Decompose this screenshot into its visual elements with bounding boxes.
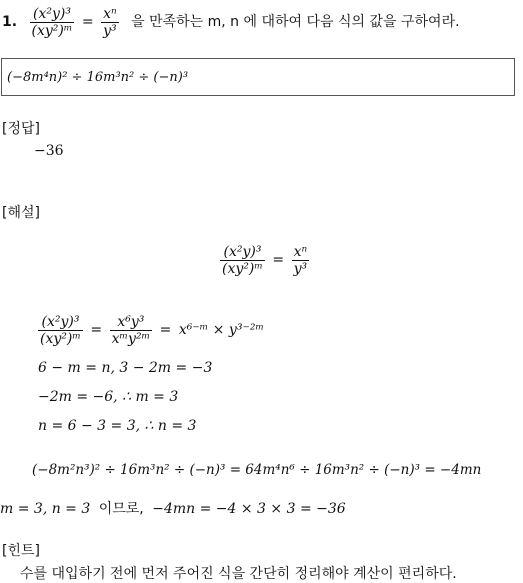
condition-rhs-fraction xyxy=(101,6,119,39)
step6-result: −4mn = −4 × 3 × 3 = −36 xyxy=(152,501,346,517)
step1-lhs-numerator: (x²y)³ xyxy=(38,314,83,331)
step6-connector: 이므로, xyxy=(98,501,144,517)
step1-mid-denominator: xᵐy²ᵐ xyxy=(111,330,151,347)
center-rhs-numerator: xⁿ xyxy=(293,243,308,260)
solution-centered-equation xyxy=(220,240,309,280)
step1-mid-fraction xyxy=(110,314,153,347)
hint-text: 수를 대입하기 전에 먼저 주어진 식을 간단히 정리해야 계산이 편리하다. xyxy=(20,566,457,582)
condition-lhs-denominator: (xy²)ᵐ xyxy=(31,22,73,39)
step6-given-values: m = 3, n = 3 xyxy=(0,501,91,517)
solution-step-1 xyxy=(38,310,264,350)
condition-rhs-denominator: y³ xyxy=(103,22,117,39)
solution-step-6 xyxy=(0,498,346,518)
solution-step-4: n = 6 − 3 = 3, ∴ n = 3 xyxy=(38,418,197,434)
center-lhs-fraction xyxy=(220,244,265,277)
equals-sign: = xyxy=(81,14,94,30)
condition-lhs-fraction xyxy=(30,6,75,39)
problem-text: 을 만족하는 m, n 에 대하여 다음 식의 값을 구하여라. xyxy=(131,14,460,30)
center-rhs-denominator: y³ xyxy=(293,260,308,277)
solution-step-3: −2m = −6, ∴ m = 3 xyxy=(38,389,179,405)
solution-label: [해설] xyxy=(2,205,40,221)
condition-rhs-numerator: xⁿ xyxy=(103,5,117,22)
center-lhs-denominator: (xy²)ᵐ xyxy=(222,260,263,277)
solution-step-2: 6 − m = n, 3 − 2m = −3 xyxy=(38,360,213,376)
step1-lhs-fraction xyxy=(38,314,83,347)
step1-result: x⁶⁻ᵐ × y³⁻²ᵐ xyxy=(178,322,265,338)
answer-label: [정답] xyxy=(2,121,40,137)
center-lhs-numerator: (x²y)³ xyxy=(220,244,265,261)
center-rhs-fraction xyxy=(292,244,310,277)
problem-expression: (−8m⁴n)² ÷ 16m³n² ÷ (−n)³ xyxy=(7,70,189,85)
equals-sign: = xyxy=(159,322,172,338)
step1-mid-numerator: x⁶y³ xyxy=(110,314,153,331)
solution-step-5: (−8m²n³)² ÷ 16m³n² ÷ (−n)³ = 64m⁴n⁶ ÷ 16m³n² ÷ (−n)³ = −4mn xyxy=(32,462,482,478)
problem-number: 1. xyxy=(2,14,18,30)
problem-statement xyxy=(2,2,460,42)
hint-label: [힌트] xyxy=(2,543,40,559)
expression-box xyxy=(1,58,515,96)
step1-lhs-denominator: (xy²)ᵐ xyxy=(40,330,81,347)
equals-sign: = xyxy=(90,322,103,338)
equals-sign: = xyxy=(272,252,285,268)
condition-lhs-numerator: (x²y)³ xyxy=(30,6,75,23)
answer-value: −36 xyxy=(34,143,64,159)
